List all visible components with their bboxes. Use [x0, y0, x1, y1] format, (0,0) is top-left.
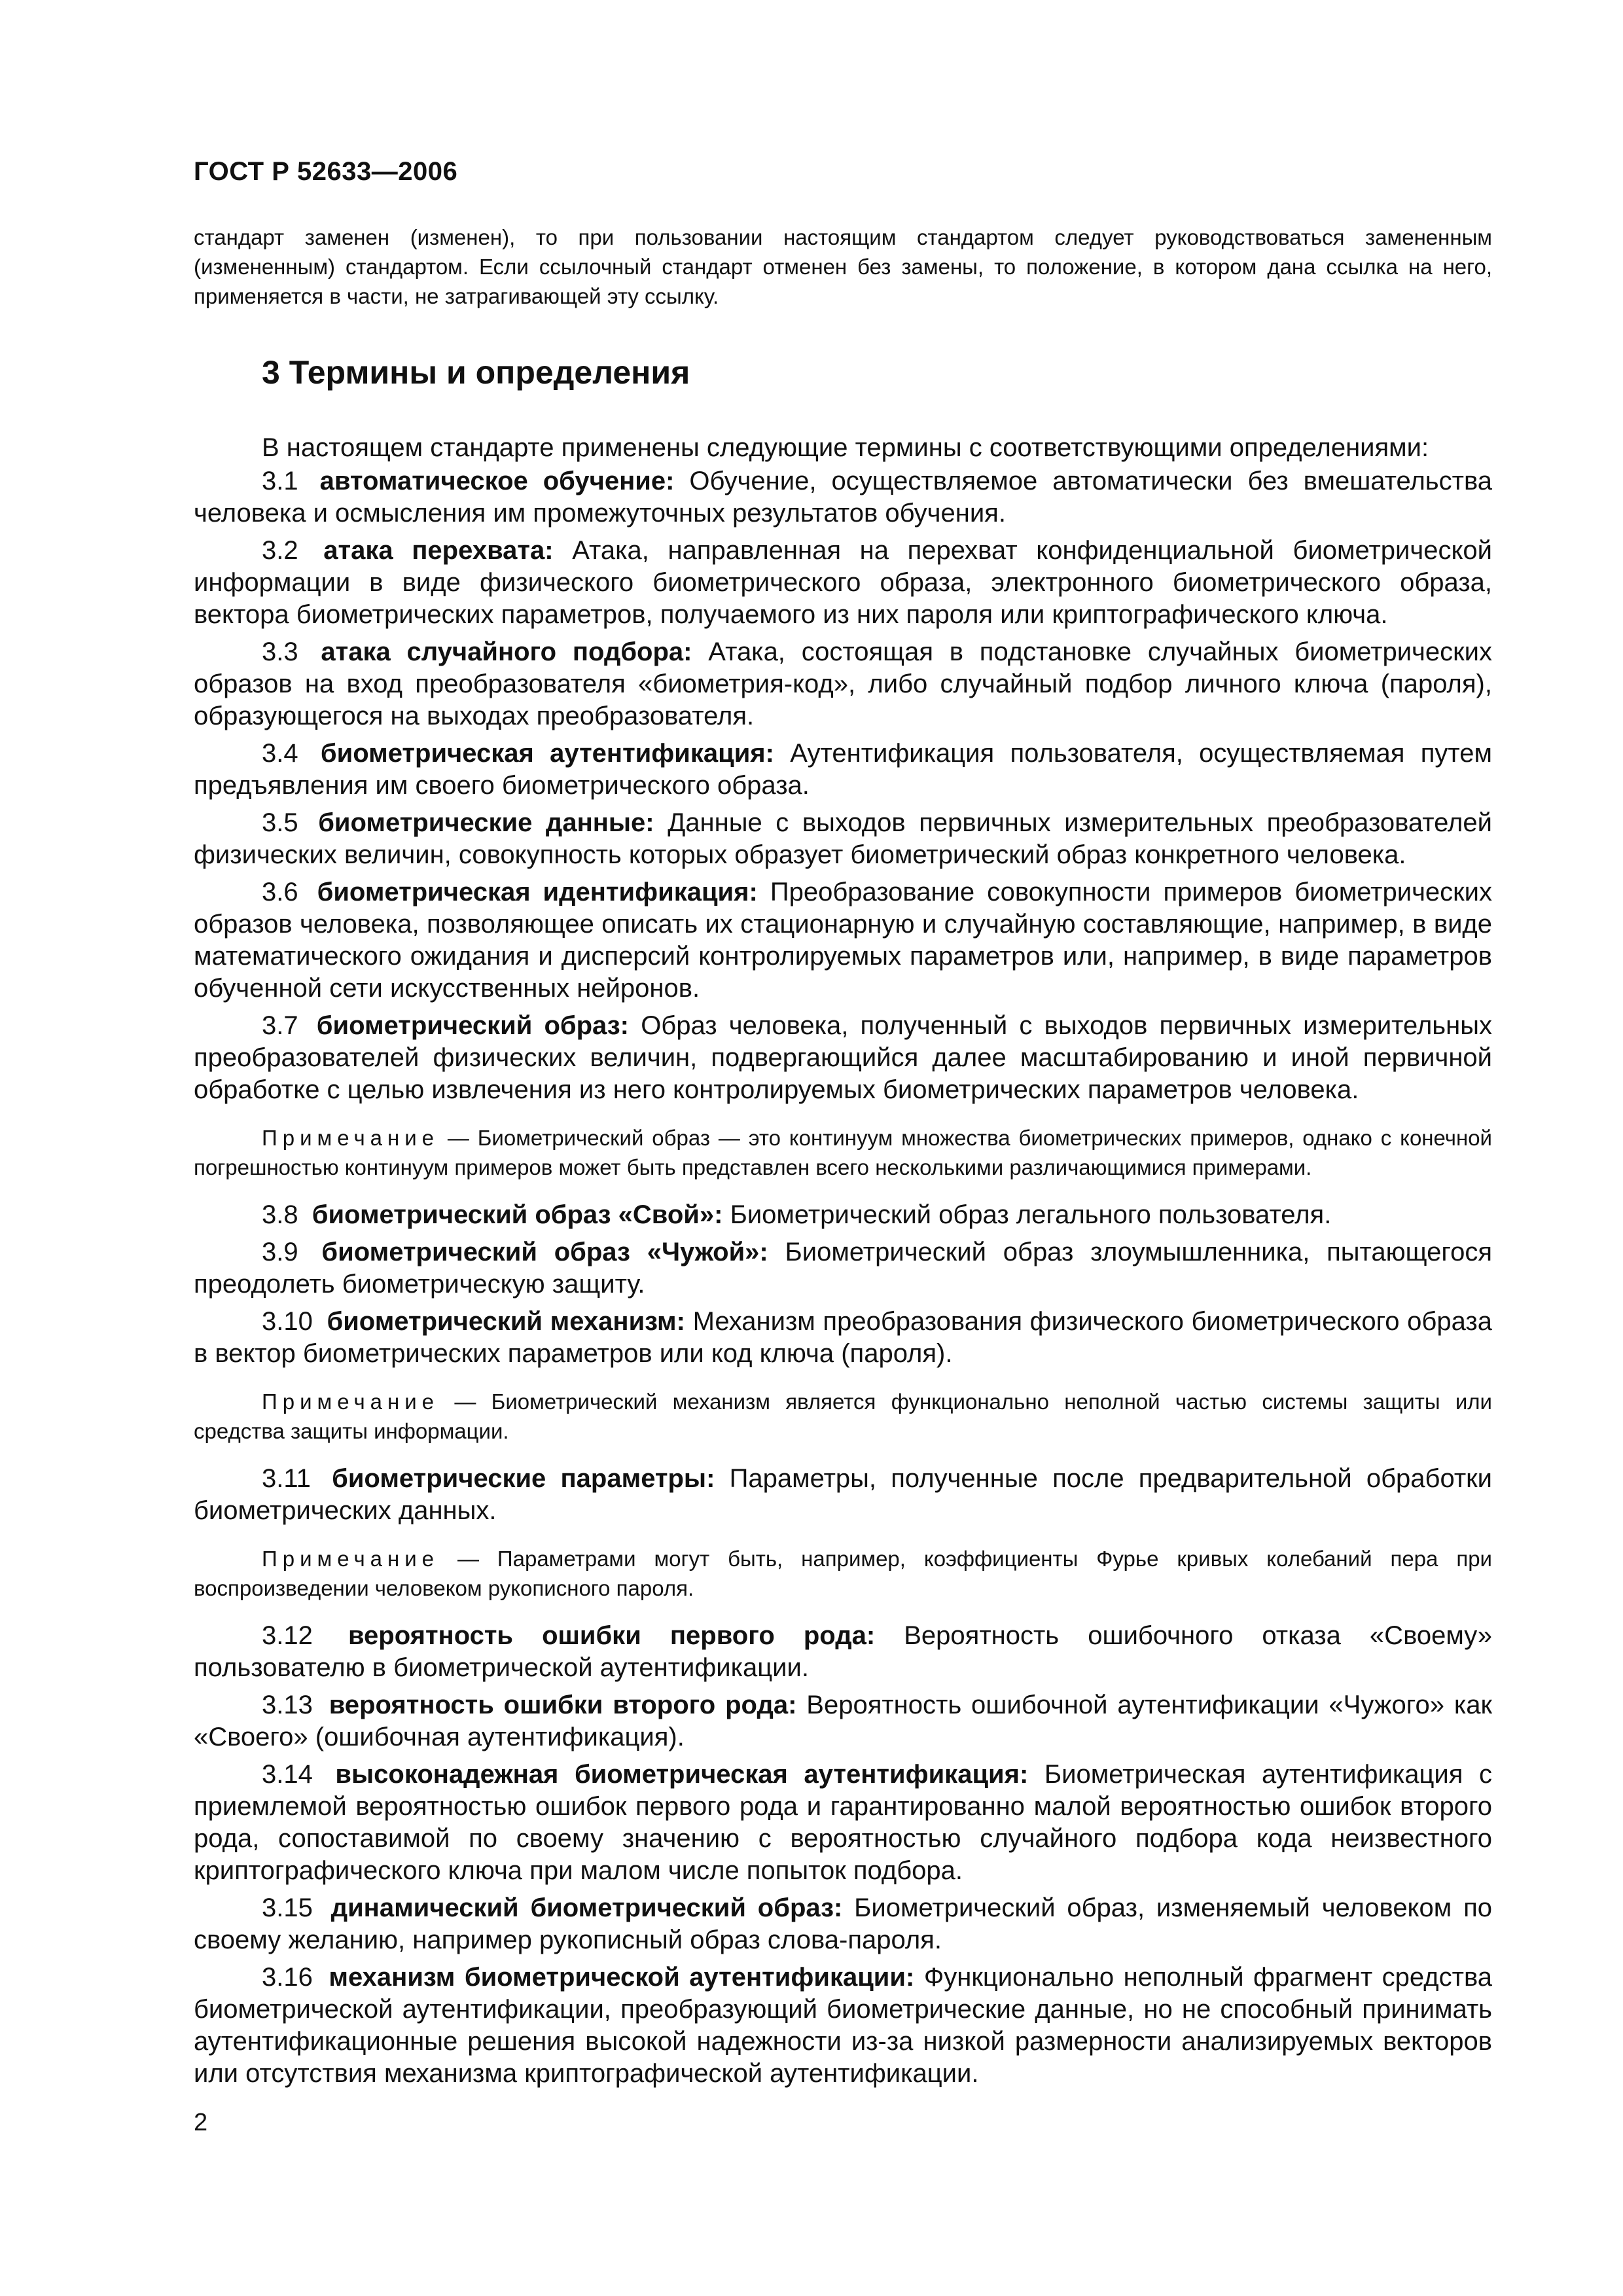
term-definition: Преобразование совокупности примеров биометрических образов человека, позволяющее описать их стационарную и случайную составляющие, например, в виде математического ожидания и дисперсий контролируемых параметров или, например, в виде параметров обученной сети искусственных нейронов.	[194, 878, 1492, 1003]
page-number: 2	[194, 2109, 208, 2136]
term-number: 3.7	[262, 1011, 298, 1040]
term-definition: Атака, состоящая в подстановке случайных биометрических образов на вход преобразователя «биометрия-код», либо случайный подбор личного ключа (пароля), образующегося на выходах преобразователя.	[194, 637, 1492, 730]
term-number: 3.1	[262, 467, 298, 495]
term-name: биометрические параметры:	[332, 1464, 715, 1493]
term-entry	[194, 1892, 1492, 1956]
note	[194, 1387, 1492, 1446]
term-entry	[194, 1759, 1492, 1887]
term-entry	[194, 807, 1492, 871]
term-name: биометрические данные:	[318, 808, 654, 837]
term-number: 3.2	[262, 536, 298, 565]
term-entry	[194, 636, 1492, 732]
term-number: 3.8	[262, 1200, 298, 1229]
lead-paragraph: В настоящем стандарте применены следующие термины с соответствующими определениями:	[262, 433, 1429, 462]
term-name: вероятность ошибки второго рода:	[329, 1691, 797, 1719]
term-number: 3.4	[262, 739, 298, 768]
term-entry	[194, 1010, 1492, 1106]
term-number: 3.13	[262, 1691, 313, 1719]
note-label: Примечание	[262, 1126, 440, 1150]
term-name: биометрическая идентификация:	[317, 878, 758, 906]
term-number: 3.3	[262, 637, 298, 666]
term-number: 3.10	[262, 1307, 313, 1336]
term-number: 3.6	[262, 878, 298, 906]
term-entry	[194, 1689, 1492, 1753]
term-name: биометрическая аутентификация:	[320, 739, 774, 768]
term-entry	[194, 535, 1492, 631]
term-definition: Образ человека, полученный с выходов первичных измерительных преобразователей физических величин, подвергающийся далее масштабированию и иной первичной обработке с целью извлечения из него контролируемых биометрических параметров человека.	[194, 1011, 1492, 1104]
term-definition: Параметры, полученные после предварительной обработки биометрических данных.	[194, 1464, 1492, 1525]
term-name: автоматическое обучение:	[319, 467, 675, 495]
term-name: биометрический образ:	[316, 1011, 629, 1040]
document-header: ГОСТ Р 52633—2006	[194, 157, 458, 186]
intro-paragraph: стандарт заменен (изменен), то при пользовании настоящим стандартом следует руководствоваться замененным (измененным) стандартом. Если ссылочный стандарт отменен без замены, то положение, в котором дана ссылка на него, применяется в части, не затрагивающей эту ссылку.	[194, 225, 1492, 308]
term-entry	[194, 1463, 1492, 1527]
note	[194, 1544, 1492, 1603]
term-number: 3.11	[262, 1464, 311, 1493]
term-definition: Вероятность ошибочной аутентификации «Чужого» как «Своего» (ошибочная аутентификация).	[194, 1691, 1492, 1751]
term-definition: Данные с выходов первичных измерительных преобразователей физических величин, совокупность которых образует биометрический образ конкретного человека.	[194, 808, 1492, 869]
term-entry	[194, 1620, 1492, 1684]
note	[194, 1123, 1492, 1182]
note-text: — Биометрический образ — это континуум множества биометрических примеров, однако с конечной погрешностью континуум примеров может быть представлен всего несколькими различающимися примерами.	[194, 1126, 1492, 1179]
term-entry	[194, 738, 1492, 802]
note-label: Примечание	[262, 1390, 440, 1414]
term-definition: Функционально неполный фрагмент средства биометрической аутентификации, преобразующий биометрические данные, но не способный принимать аутентификационные решения высокой надежности из-за низкой размерности анализируемых векторов или отсутствия механизма криптографической аутентификации.	[194, 1963, 1492, 2088]
term-number: 3.5	[262, 808, 298, 837]
term-name: атака случайного подбора:	[321, 637, 692, 666]
term-number: 3.15	[262, 1893, 313, 1922]
term-definition: Биометрическая аутентификация с приемлемой вероятностью ошибок первого рода и гарантированно малой вероятностью ошибок второго рода, сопоставимой по своему значению с вероятностью случайного подбора кода неизвестного криптографического ключа при малом числе попыток подбора.	[194, 1760, 1492, 1885]
term-name: механизм биометрической аутентификации:	[329, 1963, 915, 1992]
term-number: 3.14	[262, 1760, 313, 1789]
term-name: динамический биометрический образ:	[330, 1893, 843, 1922]
term-definition: Обучение, осуществляемое автоматически без вмешательства человека и осмысления им промежуточных результатов обучения.	[194, 467, 1492, 528]
note-text: — Параметрами могут быть, например, коэффициенты Фурье кривых колебаний пера при воспроизведении человеком рукописного пароля.	[194, 1547, 1492, 1600]
term-entry	[194, 1236, 1492, 1300]
term-number: 3.16	[262, 1963, 313, 1992]
term-definition: Атака, направленная на перехват конфиденциальной биометрической информации в виде физического биометрического образа, электронного биометрического образа, вектора биометрических параметров, получаемого из них пароля или криптографического ключа.	[194, 536, 1492, 629]
term-name: атака перехвата:	[323, 536, 554, 565]
term-entry	[194, 465, 1492, 529]
term-name: биометрический образ «Чужой»:	[321, 1238, 768, 1266]
term-entry	[194, 1306, 1492, 1370]
term-entry	[194, 1199, 1492, 1231]
note-text: — Биометрический механизм является функционально неполной частью системы защиты или средства защиты информации.	[194, 1390, 1492, 1443]
term-entry	[194, 1962, 1492, 2090]
term-definition: Механизм преобразования физического биометрического образа в вектор биометрических параметров или код ключа (пароля).	[194, 1307, 1492, 1368]
term-definition: Биометрический образ злоумышленника, пытающегося преодолеть биометрическую защиту.	[194, 1238, 1492, 1299]
section-title: 3 Термины и определения	[262, 354, 690, 391]
term-name: вероятность ошибки первого рода:	[348, 1621, 876, 1650]
term-definition: Вероятность ошибочного отказа «Своему» пользователю в биометрической аутентификации.	[194, 1621, 1492, 1682]
note-label: Примечание	[262, 1547, 440, 1571]
terms-body	[194, 432, 1492, 2095]
term-definition: Биометрический образ, изменяемый человеком по своему желанию, например рукописный образ слова-пароля.	[194, 1893, 1492, 1954]
term-definition: Аутентификация пользователя, осуществляемая путем предъявления им своего биометрического образа.	[194, 739, 1492, 800]
term-name: биометрический механизм:	[327, 1307, 685, 1336]
term-number: 3.12	[262, 1621, 313, 1650]
term-name: биометрический образ «Свой»:	[312, 1200, 723, 1229]
term-definition: Биометрический образ легального пользователя.	[730, 1200, 1332, 1229]
term-number: 3.9	[262, 1238, 298, 1266]
term-entry	[194, 876, 1492, 1005]
term-name: высоконадежная биометрическая аутентификация:	[335, 1760, 1029, 1789]
